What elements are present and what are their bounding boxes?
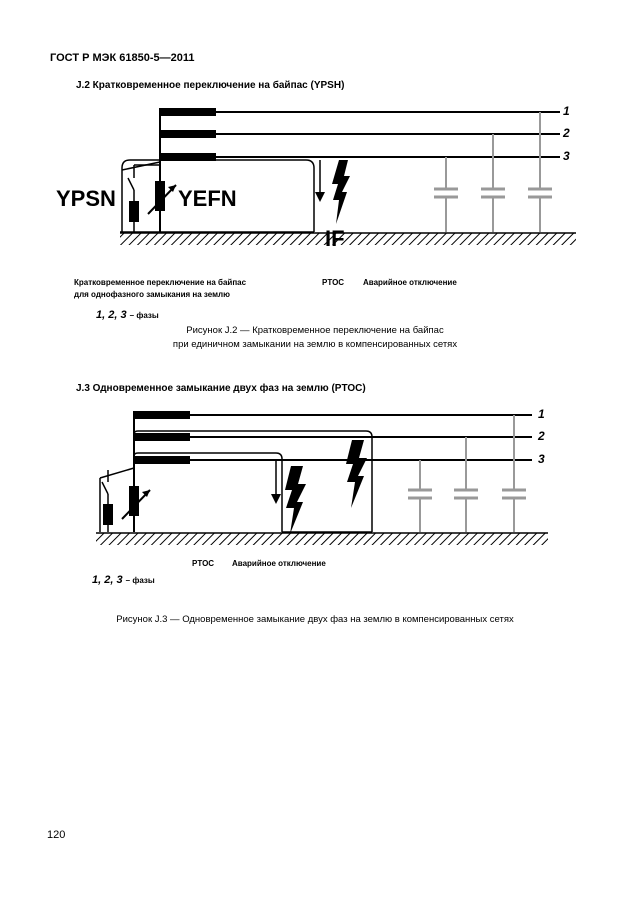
page-number: 120: [47, 829, 66, 841]
phase-number-1: 1: [563, 104, 570, 118]
phases-label: 1, 2, 3 – фазы: [92, 574, 155, 586]
busbar-block-1: [134, 411, 190, 419]
figure-caption-j3: Рисунок J.3 — Одновременное замыкание двух фаз на землю в компенсированных сетях: [116, 614, 514, 625]
figure-j2-diagram: [120, 108, 576, 245]
phases-label: 1, 2, 3 – фазы: [96, 309, 159, 321]
busbar-block-3: [134, 456, 190, 464]
legend-trip: Аварийное отключение: [232, 559, 326, 568]
label-ypsn: YPSN: [56, 186, 116, 211]
ground-hatch: [96, 533, 548, 545]
capacitor-bank: [434, 112, 552, 232]
legend-ptoc: PTOC: [192, 559, 215, 568]
figure-caption-j2-line1: Рисунок J.2 — Кратковременное переключение на байпас: [186, 325, 444, 336]
label-yefn: YEFN: [178, 186, 237, 211]
busbar-block-2: [134, 433, 190, 441]
phase-number-1: 1: [538, 407, 545, 421]
document-header: ГОСТ Р МЭК 61850-5—2011: [50, 52, 195, 64]
label-if: IF: [325, 226, 345, 251]
section-title-j2: J.2 Кратковременное переключение на байпас (YPSH): [76, 80, 345, 91]
section-title-j3: J.3 Одновременное замыкание двух фаз на землю (PTOC): [76, 383, 366, 394]
capacitor-bank: [408, 415, 526, 532]
phase-number-2: 2: [538, 429, 545, 443]
phase-number-2: 2: [563, 126, 570, 140]
legend-trip: Аварийное отключение: [363, 278, 457, 287]
phase-number-3: 3: [563, 149, 570, 163]
legend-left-line1: Кратковременное переключение на байпас: [74, 278, 247, 287]
figure-j3-diagram: [96, 411, 548, 545]
busbar-block-1: [160, 108, 216, 116]
fault-lightning-icon: [285, 466, 306, 534]
legend-ptoc: PTOC: [322, 278, 345, 287]
phase-number-3: 3: [538, 452, 545, 466]
figure-caption-j2-line2: при единичном замыкании на землю в компенсированных сетях: [172, 339, 458, 350]
fault-lightning-icon: [332, 160, 350, 224]
busbar-block-2: [160, 130, 216, 138]
ground-hatch: [120, 233, 576, 245]
fault-lightning-icon: [346, 440, 367, 508]
legend-left-line2: для однофазного замыкания на землю: [74, 290, 230, 299]
